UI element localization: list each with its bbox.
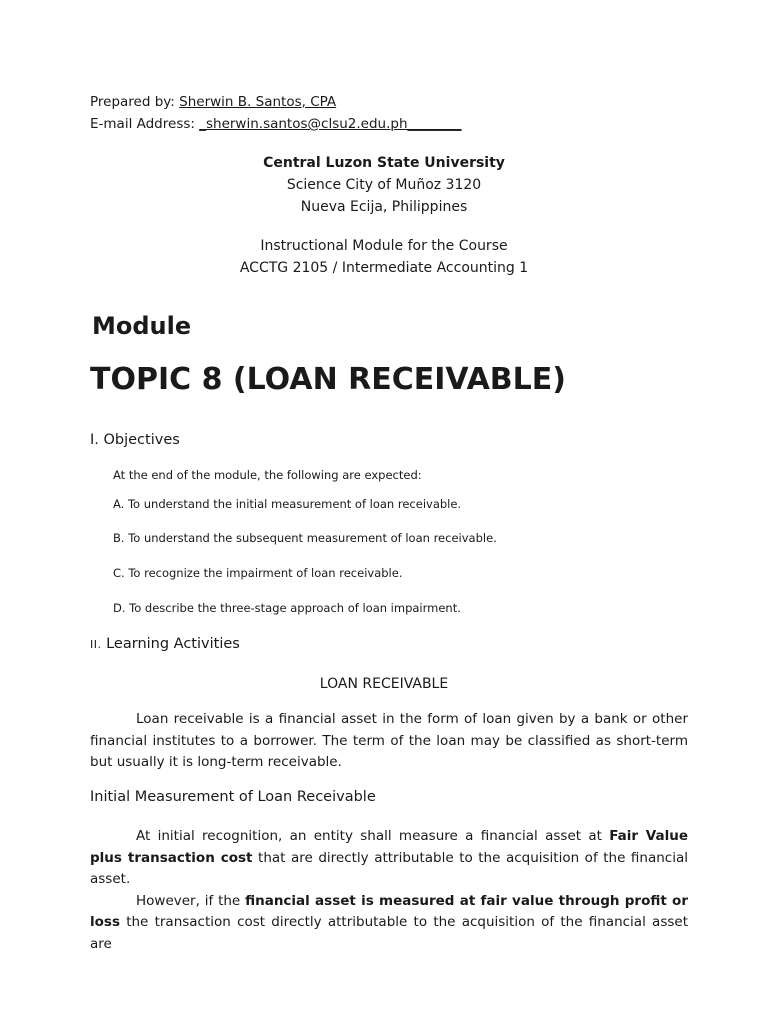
institution-name: Central Luzon State University [263,155,505,171]
loan-definition-paragraph: Loan receivable is a financial asset in the form of loan given by a bank or other financial institutes to a borrower. The term of the loan may be classified as short-term but usually it is long-term receivable. [90,711,688,770]
objective-item: B. To understand the subsequent measurement of loan receivable. [113,531,497,545]
email-label: E-mail Address: [90,116,200,132]
author-name: Sherwin B. Santos, CPA [179,94,337,110]
text-run: At initial recognition, an entity shall measure a financial asset at [136,828,610,844]
fvtpl-sentence [90,891,688,956]
bold-term: financial asset is measured at fair value through profit or loss [90,892,688,930]
prepared-by-label: Prepared by: [90,94,180,110]
initial-measurement-paragraph [90,826,688,955]
email-line [90,116,462,132]
text-run: that are directly attributable to the acquisition of the financial asset. [90,849,688,887]
initial-measurement-heading: Initial Measurement of Loan Receivable [90,789,376,805]
learning-heading-text: Learning Activities [101,636,240,652]
module-label: Module [92,312,192,340]
text-run: the transaction cost directly attributable to the acquisition of the financial asset are [90,914,688,952]
topic-title: TOPIC 8 (LOAN RECEIVABLE) [90,362,566,397]
prepared-by-line [90,94,336,110]
learning-heading-numeral: II. [90,638,102,651]
objectives-heading: I. Objectives [90,432,180,448]
objective-item: D. To describe the three-stage approach of loan impairment. [113,601,461,615]
institution-address-1: Science City of Muñoz 3120 [286,177,482,193]
bold-term: Fair Value plus transaction cost [90,828,688,866]
objective-item: A. To understand the initial measurement of loan receivable. [113,497,462,511]
learning-heading [90,636,240,652]
objectives-intro: At the end of the module, the following are expected: [113,468,422,482]
text-run: However, if the [136,892,246,909]
course-line-1: Instructional Module for the Course [260,238,508,254]
section-title: LOAN RECEIVABLE [319,676,449,692]
email-address: _sherwin.santos@clsu2.edu.ph________ [199,116,462,132]
initial-recognition-sentence [90,826,688,891]
institution-address-2: Nueva Ecija, Philippines [300,199,468,215]
objective-item: C. To recognize the impairment of loan receivable. [113,566,403,580]
course-line-2: ACCTG 2105 / Intermediate Accounting 1 [239,260,529,276]
